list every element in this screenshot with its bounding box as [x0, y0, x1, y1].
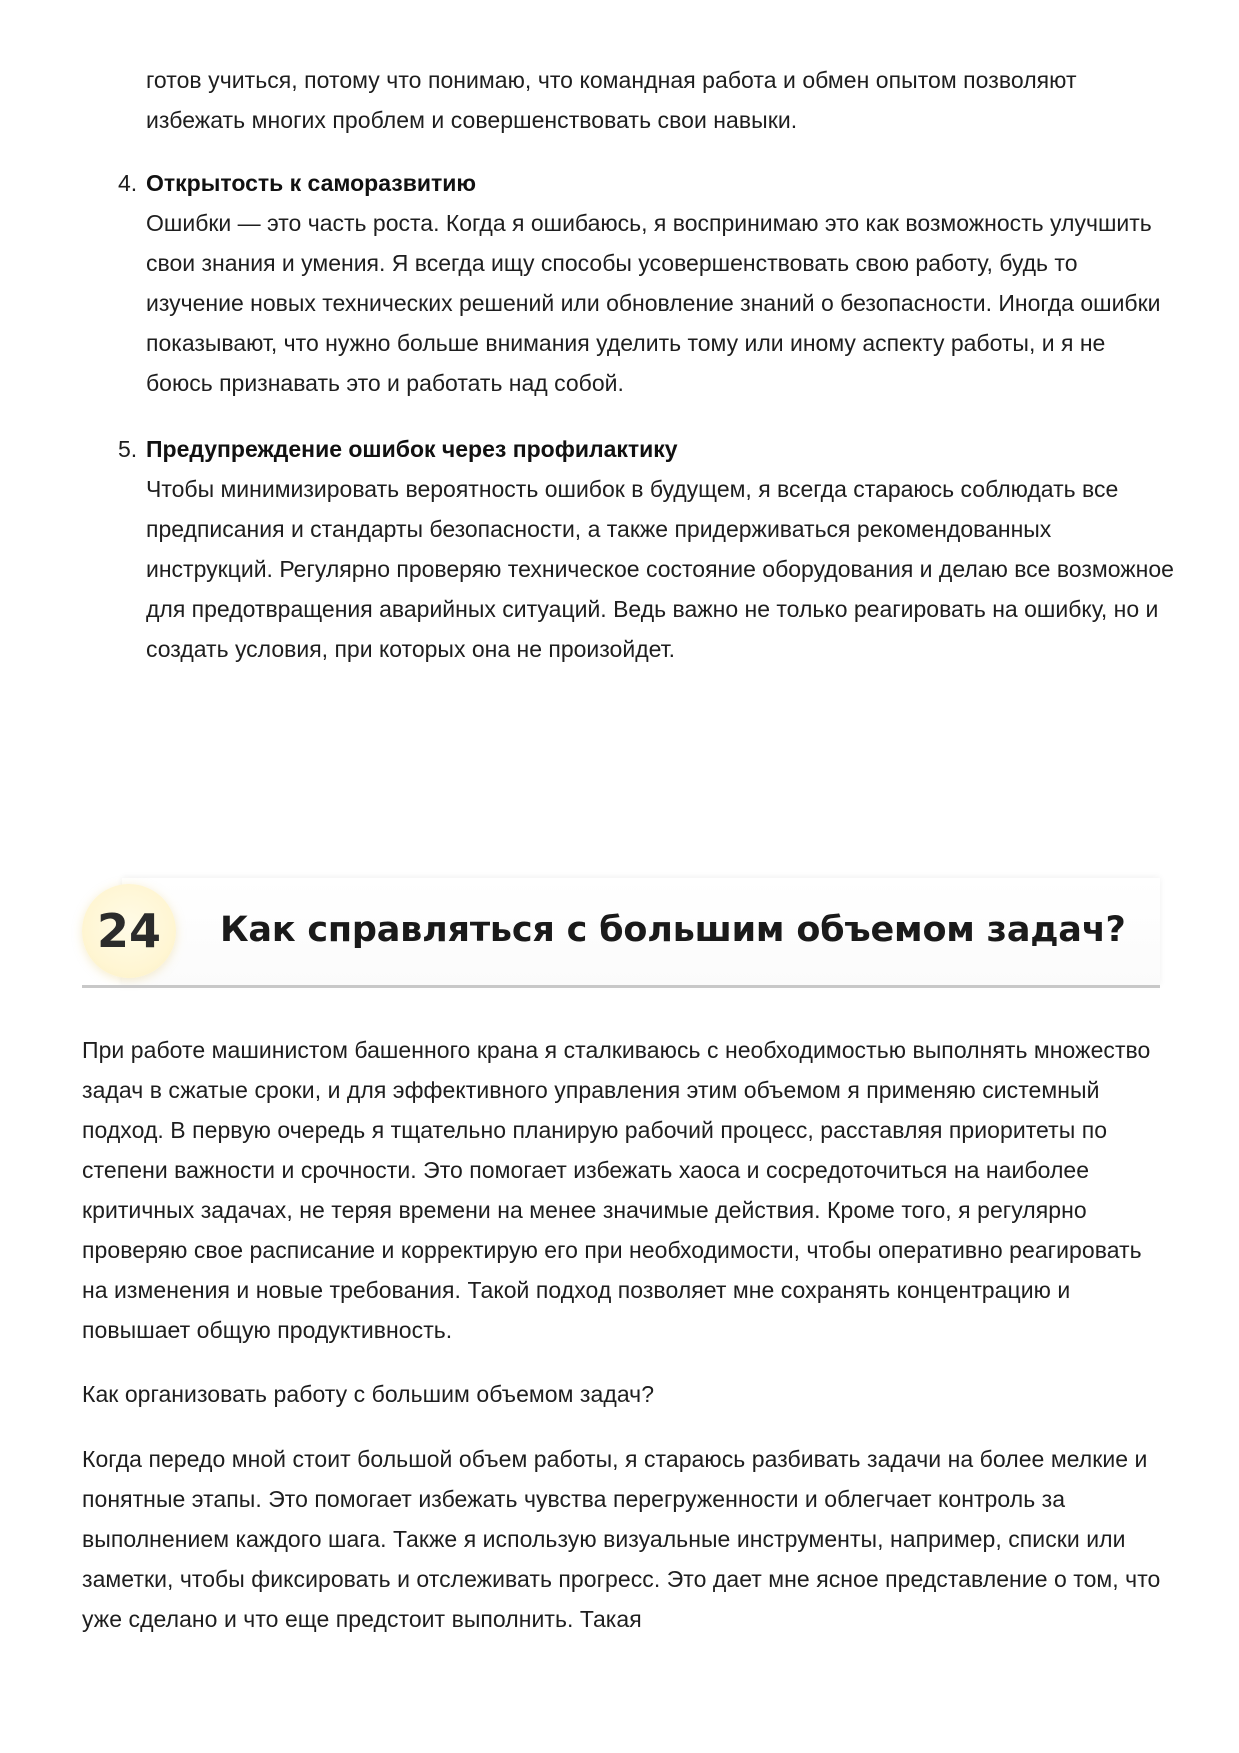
section-header [82, 878, 1160, 988]
continuation-text: готов учиться, потому что понимаю, что командная работа и обмен опытом позволяют избежать многих проблем и совершенствовать свои навыки. [146, 67, 1077, 133]
question-paragraph: Как организовать работу с большим объемом задач? [82, 1381, 655, 1407]
body-paragraph: При работе машинистом башенного крана я сталкиваюсь с необходимостью выполнять множество задач в сжатые сроки, и для эффективного управления этим объемом я применяю системный подход. В первую очередь я тщательно планирую рабочий процесс, расставляя приоритеты по степени важности и срочности. Это помогает избежать хаоса и сосредоточиться на наиболее критичных задачах, не теряя времени на менее значимые действия. Кроме того, я регулярно проверяю свое расписание и корректирую его при необходимости, чтобы оперативно реагировать на изменения и новые требования. Такой подход позволяет мне сохранять концентрацию и повышает общую продуктивность. [82, 1037, 1151, 1343]
list-item-4 [118, 163, 1168, 413]
section-title: Как справляться с большим объемом задач? [220, 910, 1126, 950]
list-number: 5. [118, 436, 138, 462]
list-item-body: Ошибки — это часть роста. Когда я ошибаюсь, я воспринимаю это как возможность улучшить свои знания и умения. Я всегда ищу способы усовершенствовать свою работу, будь то изучение новых технических решений или обновление знаний о безопасности. Иногда ошибки показывают, что нужно больше внимания уделить тому или иному аспекту работы, и я не боюсь признавать это и работать над собой. [146, 210, 1161, 396]
header-divider [82, 985, 1160, 988]
list-number: 4. [118, 170, 138, 196]
list-item-title: Открытость к саморазвитию [146, 170, 477, 196]
list-item-body: Чтобы минимизировать вероятность ошибок в будущем, я всегда стараюсь соблюдать все предписания и стандарты безопасности, а также придерживаться рекомендованных инструкций. Регулярно проверяю техническое состояние оборудования и делаю все возможное для предотвращения аварийных ситуаций. Ведь важно не только реагировать на ошибку, но и создать условия, при которых она не произойдет. [146, 476, 1174, 662]
section-number-badge: 24 [82, 884, 176, 978]
body-paragraph: Когда передо мной стоит большой объем работы, я стараюсь разбивать задачи на более мелкие и понятные этапы. Это помогает избежать чувства перегруженности и облегчает контроль за выполнением каждого шага. Также я использую визуальные инструменты, например, списки или заметки, чтобы фиксировать и отслеживать прогресс. Это дает мне ясное представление о том, что уже сделано и что еще предстоит выполнить. Такая [82, 1446, 1161, 1632]
list-item-5 [118, 429, 1174, 719]
list-item-title: Предупреждение ошибок через профилактику [146, 436, 678, 462]
